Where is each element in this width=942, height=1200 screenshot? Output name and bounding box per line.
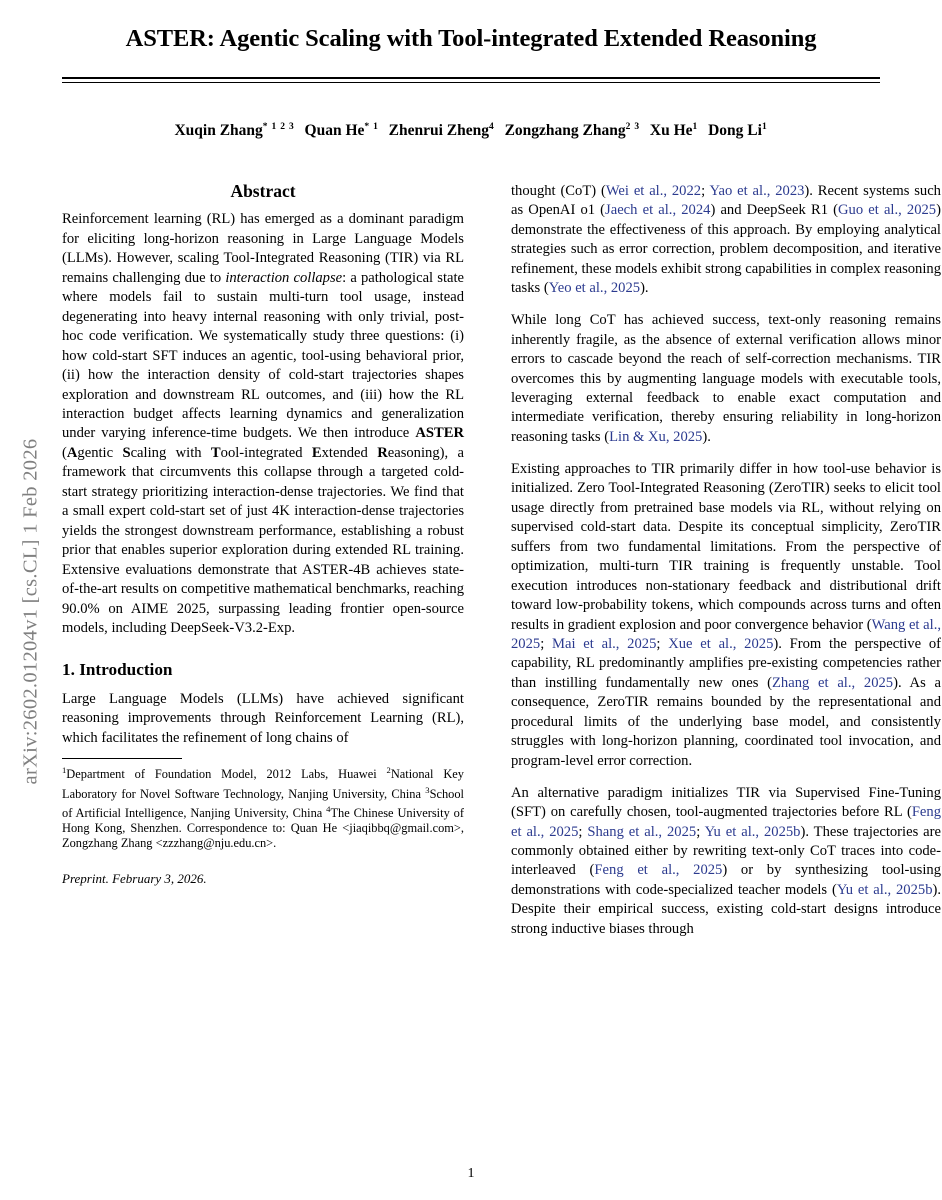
rc-sep-p3b: ; <box>540 635 553 652</box>
author-affiliation-marks: 2 3 <box>625 122 640 132</box>
arxiv-identifier-stamp: arXiv:2602.01204v1 [cs.CL] 1 Feb 2026 <box>19 438 42 785</box>
footnote-text-2: National Key Laboratory for Novel Software Technology, Nanjing University, China <box>62 767 464 801</box>
citation-wei-2022[interactable]: Wei et al., 2022 <box>605 183 702 199</box>
page-title: ASTER: Agentic Scaling with Tool-integrated Extended Reasoning <box>125 25 817 52</box>
rc-text-p4d: ). These trajectories are commonly obtained either by rewriting text-only CoT traces into code-interleaved ( <box>511 823 941 879</box>
footnote-affiliations <box>62 763 464 851</box>
author-affiliation-marks: 1 <box>761 122 768 132</box>
abstract-bold-t: T <box>210 444 221 461</box>
author-name: Zhenrui Zheng <box>388 122 490 140</box>
rc-text-p3d: ). From the perspective of capability, RL predominantly amplifies pre-existing competencies rather than instilling fundamentally new ones ( <box>511 635 942 691</box>
footnote-text-4: The Chinese University of Hong Kong, Shenzhen. Correspondence to: Quan He <jiaqibbq@gmail.com>, Zongzhang Zhang <zzzhang@nju.edu.cn>. <box>62 806 464 851</box>
author-name: Xu He <box>649 122 693 140</box>
rc-text-p3e: ). As a consequence, ZeroTIR remains bounded by the representational and procedural limits of the underlying base model, and consistently struggles with long-horizon planning, coordinated tool invocation, and program-level error correction. <box>511 674 941 769</box>
right-column <box>511 182 941 952</box>
rc-text-p1c: ). Recent systems such as OpenAI o1 ( <box>511 183 941 219</box>
citation-jaech-2024[interactable]: Jaech et al., 2024 <box>605 202 711 219</box>
rc-text-p1f: ). <box>640 280 649 297</box>
author-entry <box>305 122 379 139</box>
abstract-text-h: easoning), a framework that circumvents this collapse through a targeted cold-start strategy prioritizing interaction-dense trajectories. We find that a small expert cold-start set of just 4K interaction-dense trajectories yields the strongest downstream performance, establishing a robust prior that enables superior exploration during extended RL training. Extensive evaluations demonstrate that ASTER-4B achieves state-of-the-art results on competitive mathematical benchmarks, reaching 90.0% on AIME 2025, surpassing leading frontier open-source models, including DeepSeek-V3.2-Exp. <box>62 444 464 636</box>
abstract-text-f: ool-integrated <box>220 444 312 461</box>
author-name: Quan He <box>304 122 365 140</box>
rc-text-p4a: An alternative paradigm initializes TIR via Supervised Fine-Tuning (SFT) on carefully chosen, tool-augmented trajectories before RL ( <box>511 784 941 821</box>
citation-yao-2023[interactable]: Yao et al., 2023 <box>709 183 805 199</box>
section-heading-introduction: 1. Introduction <box>62 660 173 680</box>
introduction-paragraph: Large Language Models (LLMs) have achieved significant reasoning improvements through Reinforcement Learning (RL), which facilitates the refinement of long chains of <box>62 690 464 746</box>
footnote-text-3: School of Artificial Intelligence, Nanjing University, China <box>62 786 464 821</box>
author-name: Xuqin Zhang <box>174 122 263 140</box>
rc-text-p3a: Existing approaches to TIR primarily differ in how tool-use behavior is initialized. Zero Tool-Integrated Reasoning (ZeroTIR) seeks to elicit tool usage directly from pretrained base models via RL, without relying on supervised cold-start data. Despite its conceptual simplicity, ZeroTIR suffers from two fundamental limitations. From the perspective of optimization, multi-turn TIR training is frequently unstable. Tool execution introduces non-stationary feedback and distributional drift toward low-probability tokens, which compounds across turns and often results in gradient explosion and poor convergence behavior ( <box>511 460 941 633</box>
rc-text-p4e: ) or by synthesizing tool-using demonstrations with code-specialized teacher models ( <box>511 862 942 898</box>
abstract-bold-aster: ASTER <box>415 425 464 442</box>
citation-mai-2025[interactable]: Mai et al., 2025 <box>552 635 657 652</box>
rc-text-p2a: While long CoT has achieved success, text-only reasoning remains inherently fragile, as the absence of external verification allows minor errors to cascade beyond the reach of self-correction mechanisms. TIR overcomes this by augmenting language models with executable tools, leveraging external feedback to enable exact computation and intermediate verification, thereby ensuring reliability in long-horizon reasoning tasks ( <box>511 312 941 445</box>
author-affiliation-marks: * 1 2 3 <box>262 122 295 132</box>
title-block <box>62 24 880 83</box>
footnote-text-1: Department of Foundation Model, 2012 Labs, Huawei <box>66 767 387 782</box>
abstract-bold-e: E <box>311 444 322 461</box>
author-affiliation-marks: * 1 <box>364 122 379 132</box>
abstract-text-b: : a pathological state where models fail to sustain multi-turn tool usage, instead degenerating into heavy internal reasoning with only trivial, post-hoc code verification. We systematically study three questions: (i) how cold-start SFT induces an agentic, tool-using behavioral prior, (ii) how the interaction density of cold-start trajectories shapes exploration and downstream RL outcomes, and (iii) how the RL interaction budget affects learning dynamics and generalization under varying inference-time budgets. We then introduce <box>62 269 465 442</box>
abstract-bold-a: A <box>66 444 78 461</box>
abstract-emphasis-interaction-collapse: interaction collapse <box>225 269 343 286</box>
footnote-marker-2: 2 <box>386 765 391 776</box>
abstract-heading: Abstract <box>230 181 296 201</box>
abstract-text-g: xtended <box>321 444 378 461</box>
rc-text-p4f: ). Despite their empirical success, existing cold-start designs introduce strong inductive biases through <box>511 881 942 937</box>
rc-sep-p4b: ; <box>578 823 588 840</box>
rc-text-p1e: ) demonstrate the effectiveness of this approach. By employing analytical strategies such as error correction, problem decomposition, and iterative refinement, these models exhibit strong capabilities in complex reasoning tasks ( <box>511 202 941 297</box>
abstract-text-e: caling with <box>130 444 211 461</box>
author-entry <box>505 122 640 139</box>
title-divider <box>62 77 880 82</box>
author-name: Zongzhang Zhang <box>504 122 626 140</box>
rc-sep-p1b: ; <box>701 183 710 199</box>
citation-yu-2025b-b[interactable]: Yu et al., 2025b <box>836 881 933 898</box>
citation-guo-2025[interactable]: Guo et al., 2025 <box>838 202 937 219</box>
abstract-text-a: Reinforcement learning (RL) has emerged as a dominant paradigm for eliciting long-horizon reasoning in Large Language Models (LLMs). However, scaling Tool-Integrated Reasoning (TIR) via RL remains challenging due to <box>62 211 464 286</box>
page-number: 1 <box>467 1166 475 1181</box>
author-entry <box>389 122 495 139</box>
author-affiliation-marks: 1 <box>692 122 699 132</box>
abstract-bold-r: R <box>377 444 388 461</box>
rc-text-p2b: ). <box>702 428 711 445</box>
author-name: Dong Li <box>708 122 762 140</box>
body-paragraph-sft <box>511 784 941 940</box>
citation-yeo-2025[interactable]: Yeo et al., 2025 <box>548 280 641 297</box>
footnote-separator <box>62 758 182 759</box>
left-column <box>62 182 464 888</box>
abstract-bold-s: S <box>122 444 131 461</box>
footnote-marker-3: 3 <box>425 784 430 795</box>
author-entry <box>174 122 294 139</box>
body-paragraph-zerotir <box>511 460 941 771</box>
citation-xue-2025[interactable]: Xue et al., 2025 <box>668 635 774 652</box>
citation-lin-xu-2025[interactable]: Lin & Xu, 2025 <box>609 428 703 445</box>
citation-feng-2025-b[interactable]: Feng et al., 2025 <box>594 862 723 879</box>
abstract-paragraph <box>62 210 464 638</box>
citation-yu-2025b[interactable]: Yu et al., 2025b <box>704 823 801 840</box>
abstract-text-c: ( <box>62 444 67 461</box>
rc-sep-p3c: ; <box>656 635 669 652</box>
author-entry <box>650 122 698 139</box>
preprint-note: Preprint. February 3, 2026. <box>62 870 207 886</box>
author-list <box>62 122 880 140</box>
footnote-marker-1: 1 <box>62 765 67 776</box>
rc-text-p1d: ) and DeepSeek R1 ( <box>710 202 838 219</box>
citation-shang-2025[interactable]: Shang et al., 2025 <box>587 823 697 840</box>
rc-sep-p4c: ; <box>696 823 705 840</box>
author-affiliation-marks: 4 <box>489 122 495 132</box>
rc-text-p1a: thought (CoT) ( <box>511 183 606 199</box>
body-paragraph-cot <box>511 182 941 299</box>
citation-wang-2025[interactable]: Wang et al., 2025 <box>511 616 941 652</box>
citation-feng-2025[interactable]: Feng et al., 2025 <box>511 804 941 840</box>
abstract-text-d: gentic <box>77 444 123 461</box>
footnote-marker-4: 4 <box>326 803 331 814</box>
citation-zhang-2025[interactable]: Zhang et al., 2025 <box>772 674 894 691</box>
author-entry <box>708 122 767 139</box>
body-paragraph-tir <box>511 311 941 447</box>
